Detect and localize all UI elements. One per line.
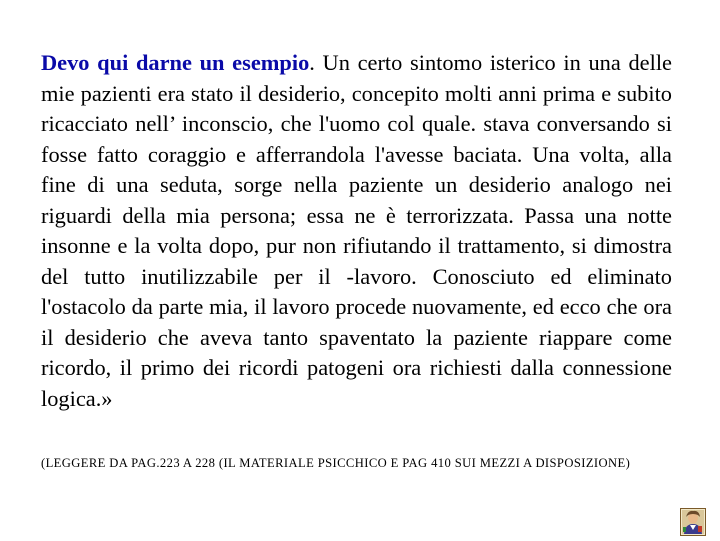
paragraph-body: . Un certo sintomo isterico in una delle mie pazienti era stato il desiderio, concepito molti anni prima e subito ricacciato nell’ inconscio, che l'uomo col quale. stava conversando si fosse fatto coraggio e afferrandola l'avesse baciata. Una volta, alla fine di una seduta, sorge nella paziente un desiderio analogo nei riguardi della mia persona; essa ne è terrorizzata. Passa una notte insonne e la volta dopo, pur non rifiutando il trattamento, si dimostra del tutto inutilizzabile per il -lavoro. Conosciuto ed eliminato l'ostacolo da parte mia, il lavoro procede nuovamente, ed ecco che ora il desiderio che aveva tanto spaventato la paziente riappare come ricordo, il primo dei ricordi patogeni ora richiesti dalla connessione logica.»: [41, 50, 672, 411]
lead-phrase: Devo qui darne un esempio: [41, 50, 310, 75]
portrait-icon-graphic: [680, 508, 706, 536]
main-paragraph: [41, 48, 672, 414]
portrait-icon[interactable]: [680, 508, 706, 536]
reading-note: (LEGGERE DA PAG.223 A 228 (IL MATERIALE PSICCHICO E PAG 410 SUI MEZZI A DISPOSIZIONE): [41, 456, 631, 470]
